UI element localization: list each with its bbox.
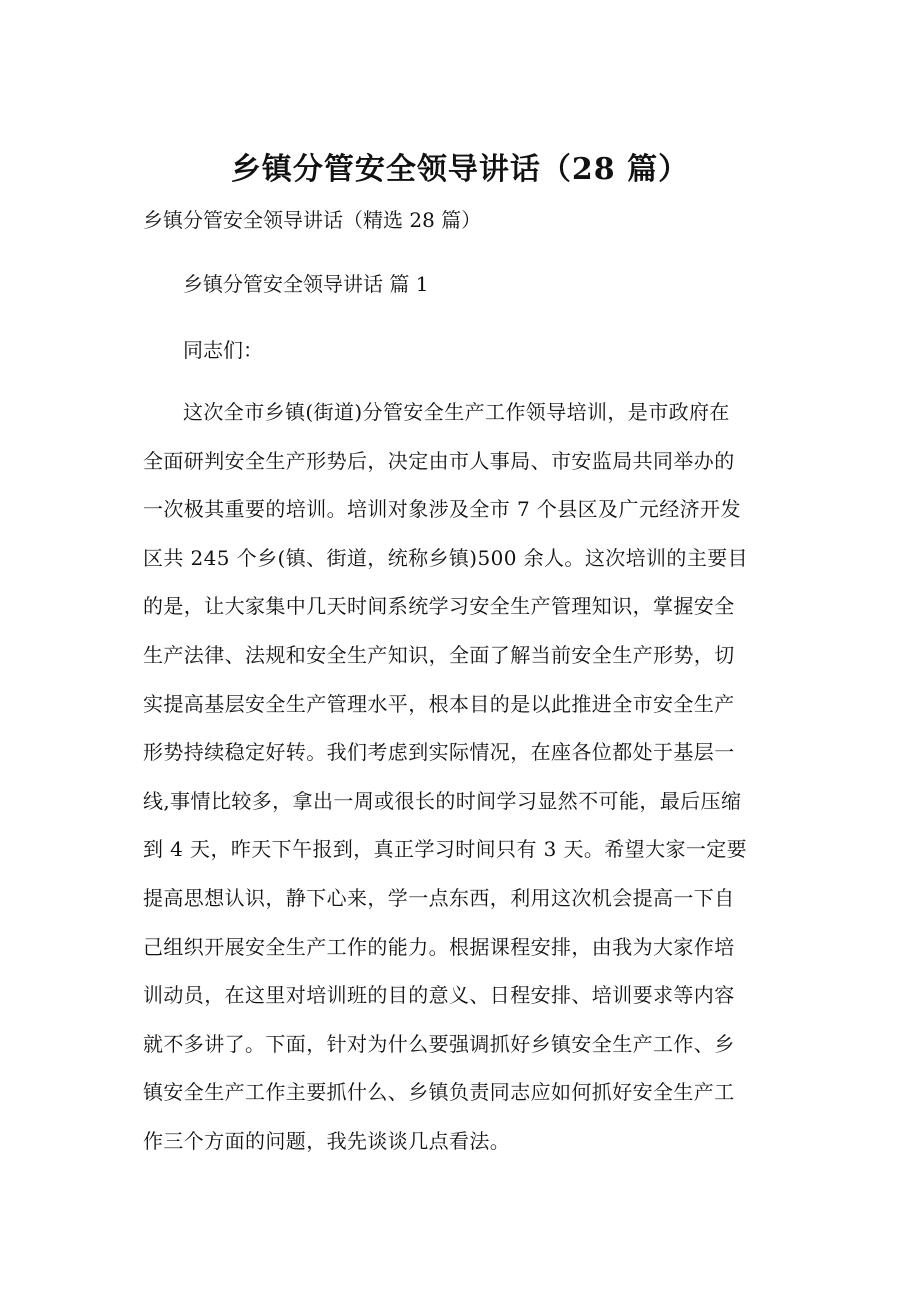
body-line: 提高思想认识，静下心来，学一点东西，利用这次机会提高一下自 [143,885,735,910]
body-line: 一次极其重要的培训。培训对象涉及全市 7 个县区及广元经济开发 [143,497,741,522]
body-line: 生产法律、法规和安全生产知识，全面了解当前安全生产形势，切 [143,642,735,667]
body-line: 就不多讲了。下面，针对为什么要强调抓好乡镇安全生产工作、乡 [143,1031,735,1056]
body-line: 全面研判安全生产形势后，决定由市人事局、市安监局共同举办的 [143,448,735,473]
body-line: 实提高基层安全生产管理水平，根本目的是以此推进全市安全生产 [143,691,735,716]
body-line: 到 4 天，昨天下午报到，真正学习时间只有 3 天。希望大家一定要 [143,837,748,862]
body-line: 镇安全生产工作主要抓什么、乡镇负责同志应如何抓好安全生产工 [143,1080,735,1105]
body-line: 这次全市乡镇(街道)分管安全生产工作领导培训，是市政府在 [183,400,730,424]
body-paragraph [143,396,783,1174]
document-subtitle: 乡镇分管安全领导讲话（精选 28 篇） [143,208,482,232]
section-heading: 乡镇分管安全领导讲话 篇 1 [183,272,429,296]
salutation: 同志们： [183,338,263,362]
body-line: 线,事情比较多，拿出一周或很长的时间学习显然不可能，最后压缩 [143,788,742,813]
body-line: 己组织开展安全生产工作的能力。根据课程安排，由我为大家作培 [143,934,735,959]
body-line: 的是，让大家集中几天时间系统学习安全生产管理知识，掌握安全 [143,594,735,619]
body-line: 形势持续稳定好转。我们考虑到实际情况，在座各位都处于基层一 [143,740,735,765]
body-line: 作三个方面的问题，我先谈谈几点看法。 [143,1128,511,1153]
body-line: 训动员，在这里对培训班的目的意义、日程安排、培训要求等内容 [143,983,735,1008]
document-title: 乡镇分管安全领导讲话（28 篇） [230,152,690,187]
body-line: 区共 245 个乡(镇、街道，统称乡镇)500 余人。这次培训的主要目 [143,545,749,570]
